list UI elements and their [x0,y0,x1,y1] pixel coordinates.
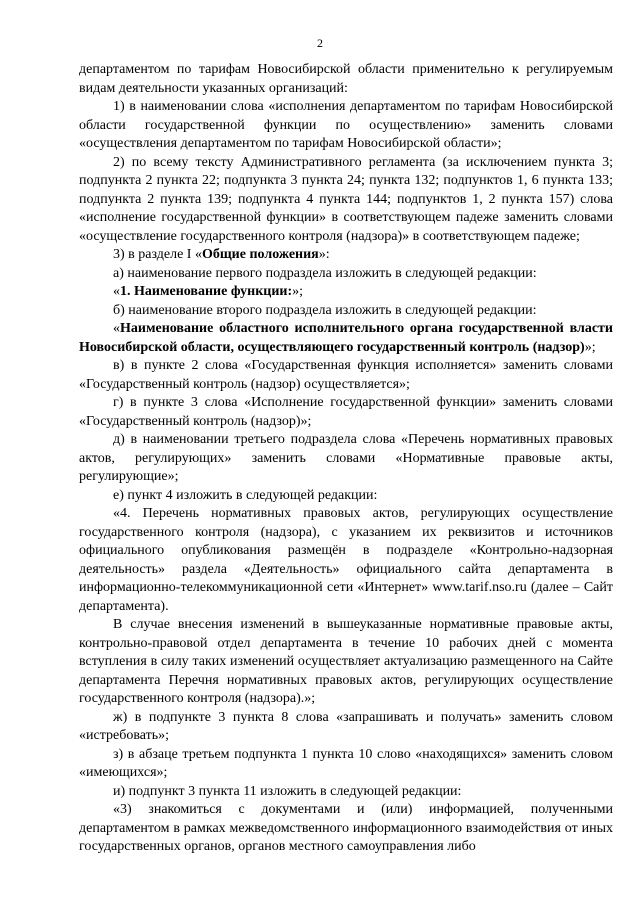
paragraph-p16: и) подпункт 3 пункта 11 изложить в следующей редакции: [113,783,462,799]
paragraph-p4: а) наименование первого подраздела изложить в следующей редакции: [113,265,537,281]
paragraph-p0: департаментом по тарифам Новосибирской области применительно к регулируемым видам деятельности указанных организаций: [79,62,613,96]
paragraph-p3 [79,246,613,265]
document-body [79,61,613,857]
paragraph-text: »: [318,247,330,262]
paragraph-p13: В случае внесения изменений в вышеуказанные нормативные правовые акты, контрольно-правовой отдел департамента в течение 10 рабочих дней с момента вступления в силу таких изменений осуществляет актуализацию размещенного на Сайте департамента Перечня нормативных правовых актов, регулирующих осуществление государственного контроля (надзора).»; [79,617,613,706]
paragraph-p14: ж) в подпункте 3 пункта 8 слова «запрашивать и получать» заменить словом «истребовать»; [79,709,613,743]
paragraph-p7 [79,320,613,357]
paragraph-p2: 2) по всему тексту Административного регламента (за исключением пункта 3; подпункта 2 пункта 22; подпункта 3 пункта 24; пункта 132; подпунктов 1, 6 пункта 133; подпункта 2 пункта 139; подпункта 4 пункта 144; подпунктов 1, 2 пункта 157) слова «исполнение государственной функции» в соответствующем падеже заменить словами «осуществление государственного контроля (надзора)» в соответствующем падеже; [79,154,613,244]
paragraph-p10: д) в наименовании третьего подраздела слова «Перечень нормативных правовых актов, регулирующих» заменить словами «Нормативные правовые акты, регулирующие»; [79,432,613,484]
paragraph-p5 [79,283,613,302]
paragraph-p8: в) в пункте 2 слова «Государственная функция исполняется» заменить словами «Государственный контроль (надзор) осуществляется»; [79,358,613,392]
paragraph-text: « [113,321,120,336]
paragraph-p9: г) в пункте 3 слова «Исполнение государственной функции» заменить словами «Государственный контроль (надзор)»; [79,395,613,429]
bold-heading-text: Общие положения [201,247,319,262]
paragraph-text: 3) в разделе I « [113,247,202,262]
page-number: 2 [317,36,323,50]
paragraph-p12: «4. Перечень нормативных правовых актов, регулирующих осуществление государственного контроля (надзора), с указанием их реквизитов и источников официального опубликования размещён в подразделе «Контрольно-надзорная деятельность» раздела «Деятельность» официального сайта департамента в информационно-телекоммуникационной сети «Интернет» www.tarif.nso.ru (далее – Сайт департамента). [79,506,613,614]
paragraph-p6: б) наименование второго подраздела изложить в следующей редакции: [113,302,537,318]
paragraph-text: »; [584,339,596,355]
paragraph-p1: 1) в наименовании слова «исполнения департаментом по тарифам Новосибирской области государственной функции по осуществлению» заменить словами «осуществления департаментом по тарифам Новосибирской области»; [79,99,613,151]
paragraph-p17: «3) знакомиться с документами и (или) информацией, полученными департаментом в рамках межведомственного информационного взаимодействия от иных государственных органов, органов местного самоуправления либо [79,802,613,854]
bold-heading-text: Наименование областного исполнительного органа государственной власти Новосибирской области, осуществляющего государственный контроль (надзор) [79,321,613,355]
bold-heading-text: 1. Наименование функции: [120,284,293,299]
paragraph-p11: е) пункт 4 изложить в следующей редакции: [113,487,378,503]
paragraph-text: »; [292,284,304,299]
paragraph-p15: з) в абзаце третьем подпункта 1 пункта 10 слово «находящихся» заменить словом «имеющихся»; [79,746,613,780]
paragraph-text: « [113,284,120,299]
